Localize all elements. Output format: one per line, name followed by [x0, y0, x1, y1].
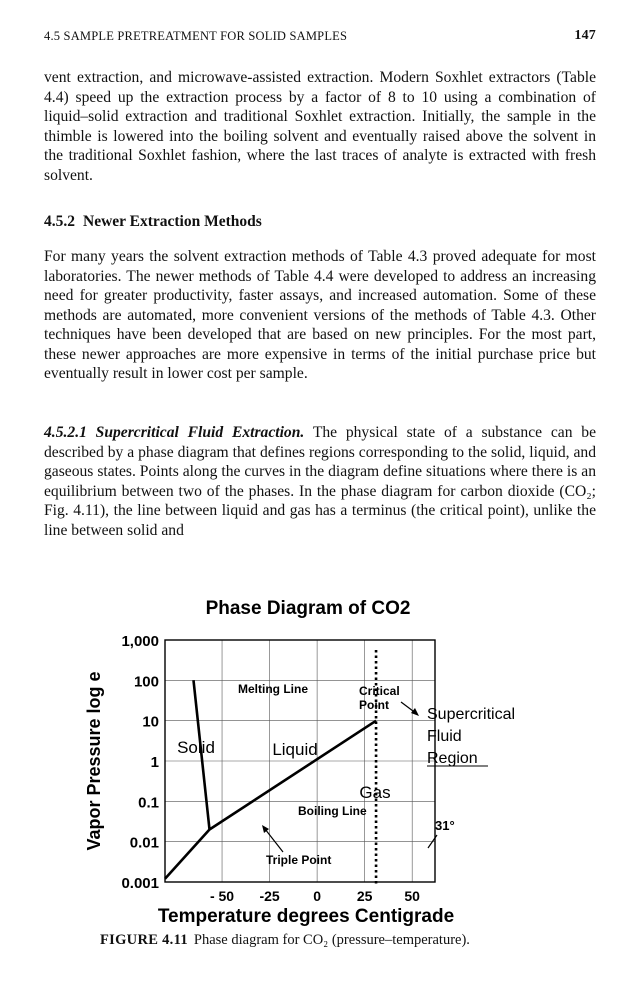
y-tick-label: 10 [142, 713, 159, 731]
x-axis-ticks [210, 888, 420, 904]
section-running-title: 4.5 SAMPLE PRETREATMENT FOR SOLID SAMPLES [44, 29, 348, 43]
critical-point-label-line2: Point [359, 698, 389, 712]
phase-boundary-lines [165, 680, 376, 879]
x-tick-label: 50 [404, 888, 420, 904]
x-tick-label: 0 [313, 888, 322, 904]
y-tick-label: 1,000 [121, 633, 159, 650]
triple-point-arrow [265, 829, 283, 852]
x-tick-label: - 50 [209, 888, 235, 904]
section-heading [44, 213, 262, 231]
figure-caption-text: Phase diagram for CO₂ (pressure–temperature). [193, 932, 470, 948]
paragraph-soxhlet: vent extraction, and microwave-assisted extraction. Modern Soxhlet extractors (Table 4.4) speed up the extraction process by a factor of 8 to 10 using a combination of liquid–solid extraction and traditional Soxhlet extraction. Initially, the sample in the thimble is lowered into the boiling solvent and eventually raised above the solvent in the traditional Soxhlet fashion, where the last traces of analyte is extracted with fresh solvent. [44, 69, 596, 184]
region-label-solid: Solid [177, 738, 215, 757]
paragraph-supercritical [44, 423, 596, 540]
paragraph-newer-methods: For many years the solvent extraction methods of Table 4.3 proved adequate for most laboratories. The newer methods of Table 4.4 were developed to address an increasing need for greater productivity, faster assays, and increased automation. Some of these methods are automated, more convenient versions of the methods of Table 4.3. Other techniques have been developed that are based on new principles. For the most part, these newer approaches are more expensive in terms of the initial purchase price but eventually result in lower cost per sample. [44, 248, 596, 382]
figure-label: FIGURE 4.11 [100, 932, 188, 948]
critical-temperature-label: 31° [435, 818, 455, 833]
melting-line-label: Melting Line [238, 682, 308, 696]
section-heading-text: Newer Extraction Methods [83, 213, 262, 230]
figure-caption [100, 932, 470, 949]
y-axis-label: Vapor Pressure log e [84, 671, 104, 851]
chart-gridlines [165, 640, 435, 882]
phase-diagram-chart [78, 590, 558, 930]
region-label-liquid: Liquid [272, 740, 318, 759]
critical-point-label-line1: Critical [359, 684, 400, 698]
chart-title: Phase Diagram of CO2 [205, 598, 411, 619]
supercritical-label-line1: Supercritical [427, 706, 516, 723]
x-axis-label: Temperature degrees Centigrade [157, 906, 455, 927]
region-label-gas: Gas [359, 783, 391, 802]
supercritical-label-line3: Region [427, 750, 478, 767]
x-tick-label: 25 [356, 888, 373, 904]
triple-point-label: Triple Point [266, 853, 332, 867]
subsection-heading: 4.5.2.1 Supercritical Fluid Extraction. [44, 424, 305, 441]
paragraph-supercritical-text: The physical state of a substance can be described by a phase diagram that defines regions corresponding to the solid, liquid, and gaseous states. Points along the curves in the diagram define situations where there is an equilibrium between two of the phases. In the phase diagram for carbon dioxide (CO₂; Fig. 4.11), the line between liquid and gas has a terminus (the critical point), unlike the line between solid and [44, 424, 596, 539]
y-axis-ticks [121, 633, 159, 892]
boiling-line-label: Boiling Line [298, 804, 367, 818]
page-number: 147 [574, 28, 596, 43]
running-header [44, 27, 596, 47]
y-tick-label: 0.001 [121, 875, 159, 892]
section-heading-number: 4.5.2 [44, 213, 75, 230]
y-tick-label: 1 [150, 754, 159, 771]
supercritical-label-line2: Fluid [427, 728, 462, 745]
y-tick-label: 0.1 [138, 794, 159, 812]
y-tick-label: 100 [133, 673, 159, 691]
x-tick-label: -25 [259, 888, 280, 904]
y-tick-label: 0.01 [129, 834, 159, 852]
